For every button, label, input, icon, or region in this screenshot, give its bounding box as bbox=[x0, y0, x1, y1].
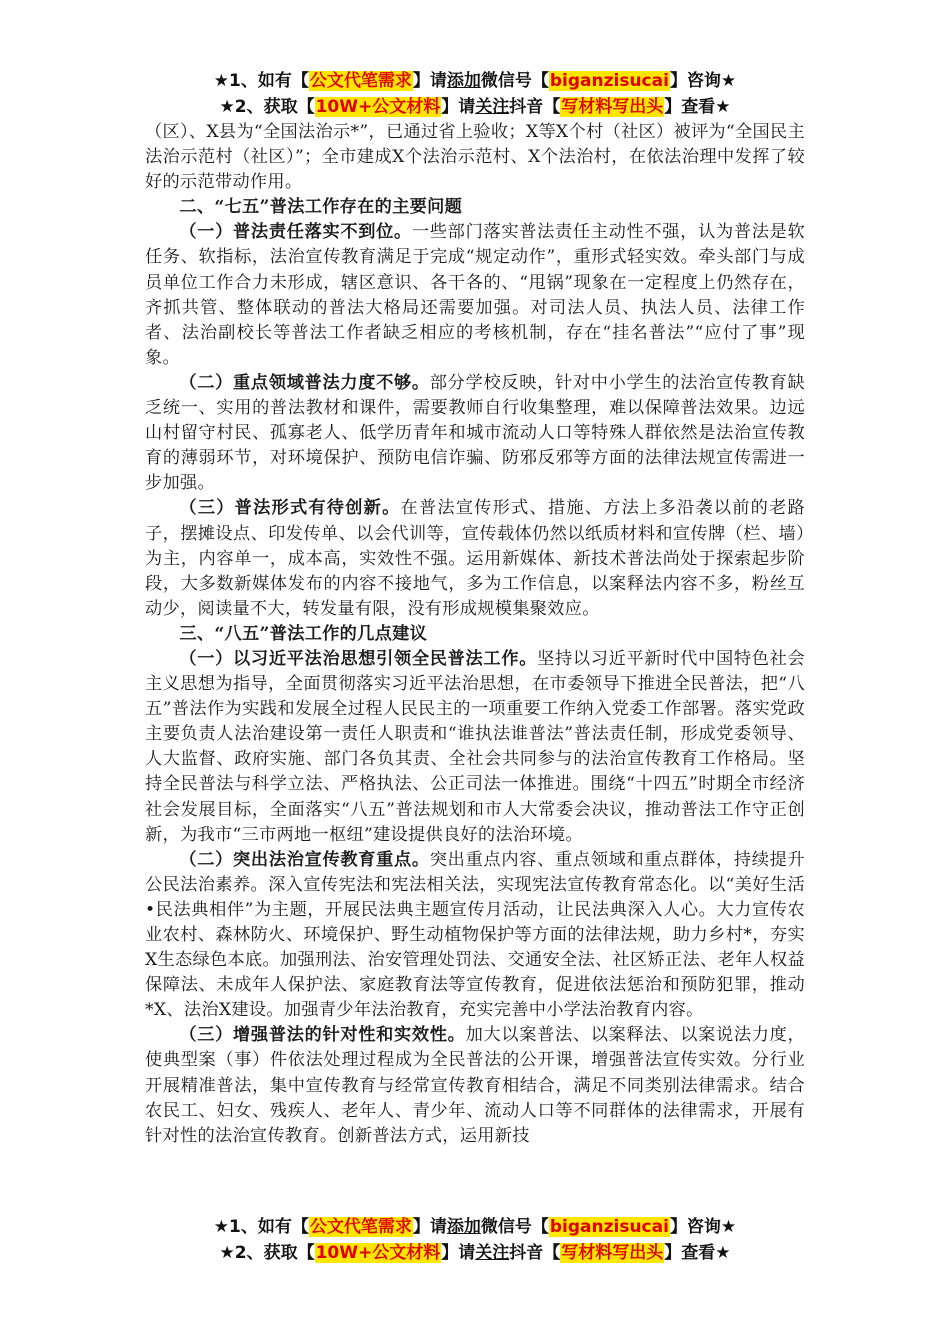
paragraph-text: 一些部门落实普法责任主动性不强，认为普法是软任务、软指标，法治宣传教育满足于完成“规定动作”，重形式轻实效。牵头部门与成员单位工作合力未形成，辖区意识、各干各的、“甩锅”现象在一定程度上仍然存在，齐抓共管、整体联动的普法大格局还需要加强。对司法人员、执法人员、法律工作者、法治副校长等普法工作者缺乏相应的考核机制，存在“挂名普法”“应付了事”现象。 bbox=[145, 222, 805, 368]
paragraph bbox=[145, 647, 805, 848]
paragraph bbox=[145, 220, 805, 371]
banner-highlight-service: 公文代笔需求 bbox=[309, 71, 412, 91]
paragraph bbox=[145, 496, 805, 621]
banner-text: 】咨询★ bbox=[669, 1217, 737, 1237]
paragraph-continued: （区）、X县为“全国法治示*”，已通过省上验收；X等X个村（社区）被评为“全国民主法治示范村（社区）”；全市建成X个法治示范村、X个法治村，在依法治理中发挥了较好的示范带动作用。 bbox=[145, 122, 805, 193]
paragraph-lead: （三）增强普法的针对性和实效性。 bbox=[179, 1025, 466, 1046]
banner-underlined-text: 关注 bbox=[475, 1243, 510, 1263]
banner-text: 】咨询★ bbox=[669, 71, 737, 91]
paragraph-text: 部分学校反映，针对中小学生的法治宣传教育缺乏统一、实用的普法教材和课件，需要教师自行收集整理，难以保障普法效果。边远山村留守村民、孤寡老人、低学历青年和城市流动人口等特殊人群依然是法治宣传教育的薄弱环节，对环境保护、预防电信诈骗、防邪反邪等方面的法律法规宣传需进一步加强。 bbox=[145, 372, 805, 494]
paragraph bbox=[145, 848, 805, 1024]
banner-text: 微信号【 bbox=[480, 1217, 549, 1237]
banner-underlined-text: 添加 bbox=[446, 1217, 481, 1237]
paragraph-text: 突出重点内容、重点领域和重点群体，持续提升公民法治素养。深入宣传宪法和宪法相关法，实现宪法宣传教育常态化。以“美好生活•民法典相伴”为主题，开展民法典主题宣传月活动，让民法典深入人心。大力宣传农业农村、森林防火、环境保护、野生动植物保护等方面的法律法规，助力乡村*，夯实X生态绿色本底。加强刑法、治安管理处罚法、交通安全法、社区矫正法、老年人权益保障法、未成年人保护法、家庭教育法等宣传教育，促进依法惩治和预防犯罪，推动*X、法治X建设。加强青少年法治教育，充实完善中小学法治教育内容。 bbox=[145, 849, 805, 1021]
paragraph bbox=[145, 1023, 805, 1148]
banner-highlight-douyin-id: 写材料写出头 bbox=[561, 97, 664, 117]
banner-highlight-wechat-id: biganzisucai bbox=[549, 71, 669, 91]
banner-highlight-wechat-id: biganzisucai bbox=[549, 1217, 669, 1237]
paragraph-text: 坚持以习近平新时代中国特色社会主义思想为指导，全面贯彻落实习近平法治思想，在市委领导下推进全民普法，把“八五”普法作为实践和发展全过程人民民主的一项重要工作纳入党委工作部署。落实党政主要负责人法治建设第一责任人职责和“谁执法谁普法”普法责任制，形成党委领导、人大监督、政府实施、部门各负其责、全社会共同参与的法治宣传教育工作格局。坚持全民普法与科学立法、严格执法、公正司法一体推进。围绕“十四五”时期全市经济社会发展目标，全面落实“八五”普法规划和市人大常委会决议，推动普法工作守正创新，为我市“三市两地一枢纽”建设提供良好的法治环境。 bbox=[145, 648, 805, 845]
paragraph-text: 在普法宣传形式、措施、方法上多沿袭以前的老路子，摆摊设点、印发传单、以会代训等，宣传载体仍然以纸质材料和宣传牌（栏、墙）为主，内容单一，成本高，实效性不强。运用新媒体、新技术普法尚处于探索起步阶段，大多数新媒体发布的内容不接地气，多为工作信息，以案释法内容不多，粉丝互动少，阅读量不大，转发量有限，没有形成规模集聚效应。 bbox=[145, 498, 805, 619]
paragraph-lead: （二）重点领域普法力度不够。 bbox=[179, 372, 430, 393]
paragraph bbox=[145, 371, 805, 496]
paragraph-lead: （三）普法形式有待创新。 bbox=[179, 498, 401, 519]
banner-text: 】请 bbox=[441, 1243, 476, 1263]
banner-text: 】请 bbox=[412, 1217, 447, 1237]
banner-underlined-text: 添加 bbox=[446, 71, 481, 91]
banner-highlight-service: 公文代笔需求 bbox=[309, 1217, 412, 1237]
banner-text: 抖音【 bbox=[509, 1243, 561, 1263]
paragraph-text: 加大以案普法、以案释法、以案说法力度，使典型案（事）件依法处理过程成为全民普法的公开课，增强普法宣传实效。分行业开展精准普法，集中宣传教育与经常宣传教育相结合，满足不同类别法律需求。结合农民工、妇女、残疾人、老年人、青少年、流动人口等不同群体的法律需求，开展有针对性的法治宣传教育。创新普法方式，运用新技 bbox=[145, 1025, 805, 1146]
paragraph-lead: （二）突出法治宣传教育重点。 bbox=[179, 849, 430, 870]
banner-text: 抖音【 bbox=[509, 97, 561, 117]
banner-underlined-text: 关注 bbox=[475, 97, 510, 117]
banner-text: 】查看★ bbox=[664, 97, 731, 117]
banner-highlight-materials: 10W+公文材料 bbox=[315, 1243, 441, 1263]
header-banner bbox=[0, 68, 950, 120]
banner-text: 】查看★ bbox=[664, 1243, 731, 1263]
paragraph-lead: （一）普法责任落实不到位。 bbox=[179, 222, 412, 243]
section-heading-problems: 二、“七五”普法工作存在的主要问题 bbox=[179, 197, 463, 218]
banner-highlight-materials: 10W+公文材料 bbox=[315, 97, 441, 117]
banner-text: 】请 bbox=[441, 97, 476, 117]
banner-text: ★1、如有【 bbox=[213, 71, 309, 91]
footer-banner bbox=[0, 1214, 950, 1266]
section-heading-suggestions: 三、“八五”普法工作的几点建议 bbox=[179, 623, 428, 644]
paragraph-lead: （一）以习近平法治思想引领全民普法工作。 bbox=[179, 648, 538, 669]
banner-text: ★2、获取【 bbox=[219, 97, 315, 117]
banner-text: 】请 bbox=[412, 71, 447, 91]
banner-text: ★1、如有【 bbox=[213, 1217, 309, 1237]
banner-text: ★2、获取【 bbox=[219, 1243, 315, 1263]
banner-highlight-douyin-id: 写材料写出头 bbox=[561, 1243, 664, 1263]
banner-text: 微信号【 bbox=[480, 71, 549, 91]
document-body bbox=[145, 120, 805, 1149]
